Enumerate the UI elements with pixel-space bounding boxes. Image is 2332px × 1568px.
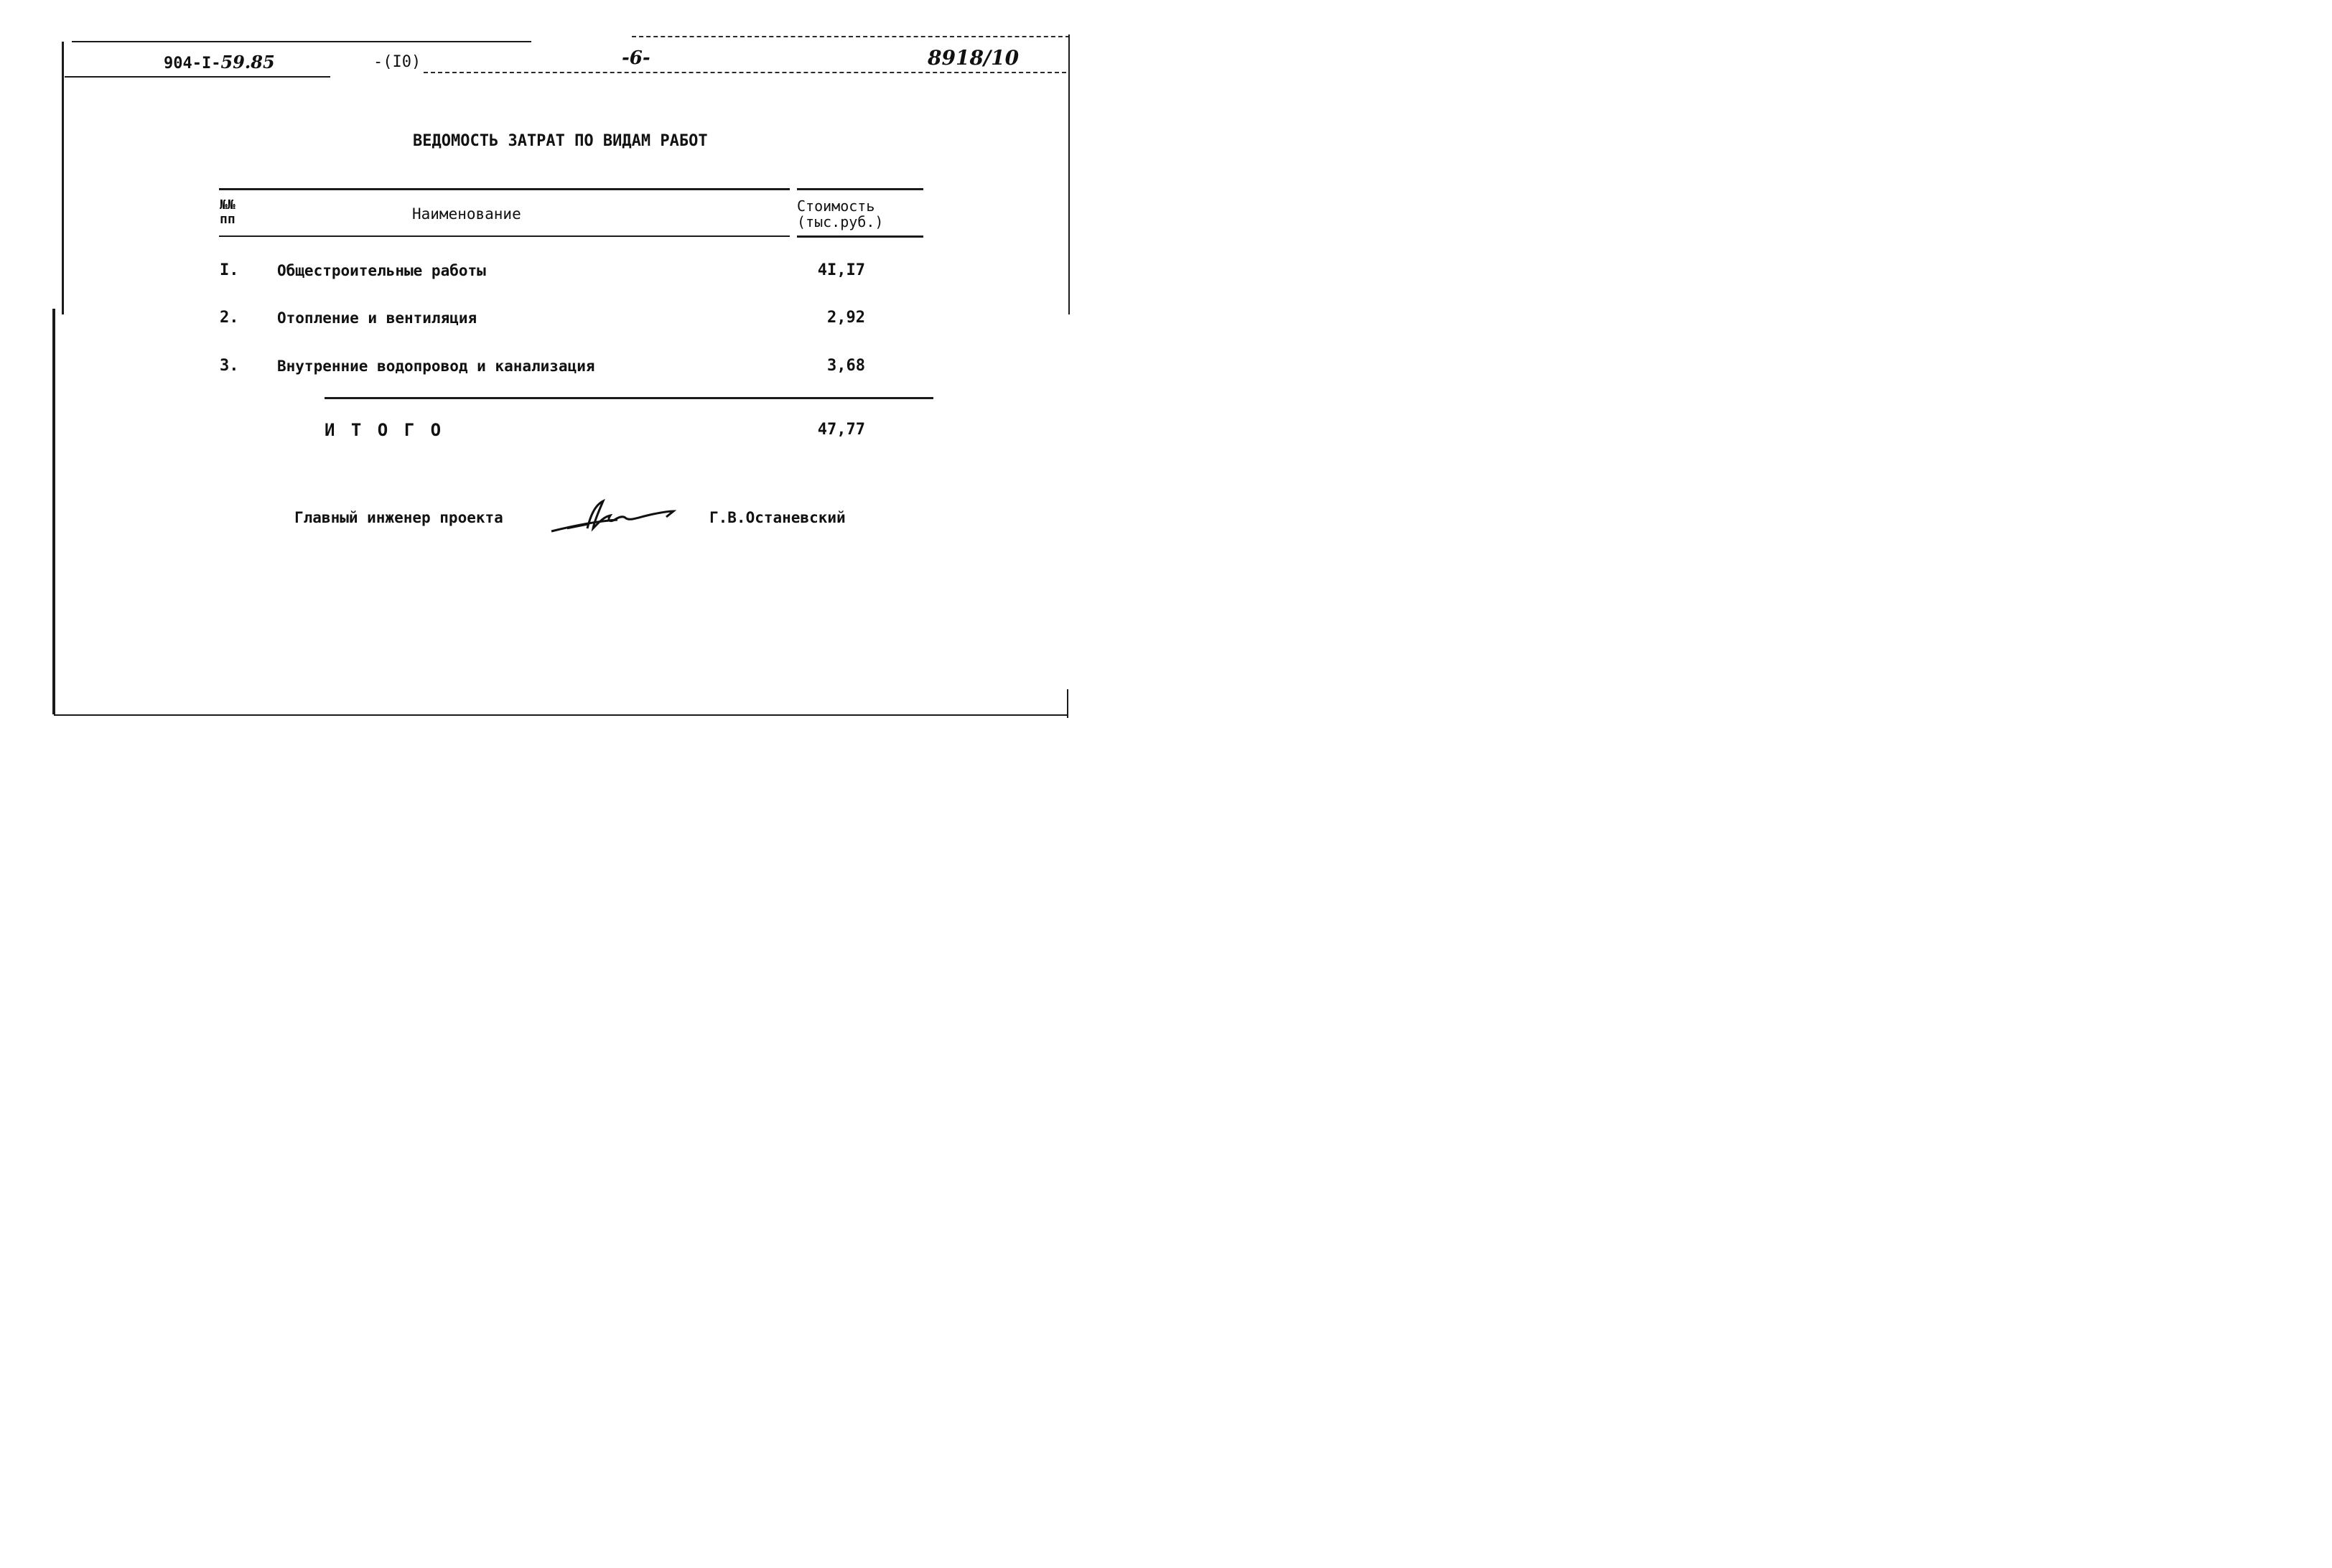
row-cost: 4I,I7 xyxy=(817,261,865,279)
row-cost: 3,68 xyxy=(827,357,865,375)
frame-top-dash xyxy=(632,36,1070,37)
total-label: И Т О Г О xyxy=(325,420,444,440)
frame-top-line xyxy=(72,41,531,42)
document-code xyxy=(164,52,275,73)
signature-role: Главный инженер проекта xyxy=(294,509,503,526)
table-header-bottom-line xyxy=(219,235,790,237)
row-number: 2. xyxy=(220,309,239,327)
col-header-no-line1: №№ xyxy=(220,197,235,213)
row-name: Общестроительные работы xyxy=(277,262,486,279)
row-number: I. xyxy=(220,261,239,279)
page-number: -6- xyxy=(622,47,650,69)
document-code-handwritten: 59.85 xyxy=(220,52,275,73)
col-header-no-line2: пп xyxy=(220,212,235,227)
row-cost: 2,92 xyxy=(827,309,865,327)
archive-number: 8918/10 xyxy=(928,46,1020,70)
frame-right-line-lower xyxy=(1067,689,1068,718)
col-header-no xyxy=(220,198,235,227)
document-code-prefix: 904-I- xyxy=(164,55,221,73)
col-header-cost-line2: (тыс.руб.) xyxy=(797,213,884,230)
table-header-top-line-cost xyxy=(797,188,923,190)
total-value: 47,77 xyxy=(817,421,865,439)
handwritten-signature xyxy=(546,495,682,538)
header-underline-right xyxy=(424,72,1066,73)
table-header-top-line xyxy=(219,188,790,190)
table-header-bottom-line-cost xyxy=(797,235,923,238)
row-number: 3. xyxy=(220,357,239,375)
row-name: Отопление и вентиляция xyxy=(277,309,477,327)
frame-left-line-lower xyxy=(52,309,55,714)
row-name: Внутренние водопровод и канализация xyxy=(277,358,595,375)
col-header-cost-line1: Стоимость xyxy=(797,197,875,215)
frame-left-line-upper xyxy=(62,42,64,314)
col-header-cost xyxy=(797,198,883,230)
sheet-reference: -(I0) xyxy=(373,53,421,71)
col-header-name: Наименование xyxy=(412,205,521,223)
document-title: ВЕДОМОСТЬ ЗАТРАТ ПО ВИДАМ РАБОТ xyxy=(413,132,708,150)
signature-name: Г.В.Останевский xyxy=(709,509,846,526)
header-underline-left xyxy=(65,76,330,78)
frame-right-line xyxy=(1068,34,1070,314)
frame-bottom-line xyxy=(54,714,1068,716)
total-separator-line xyxy=(325,397,933,399)
